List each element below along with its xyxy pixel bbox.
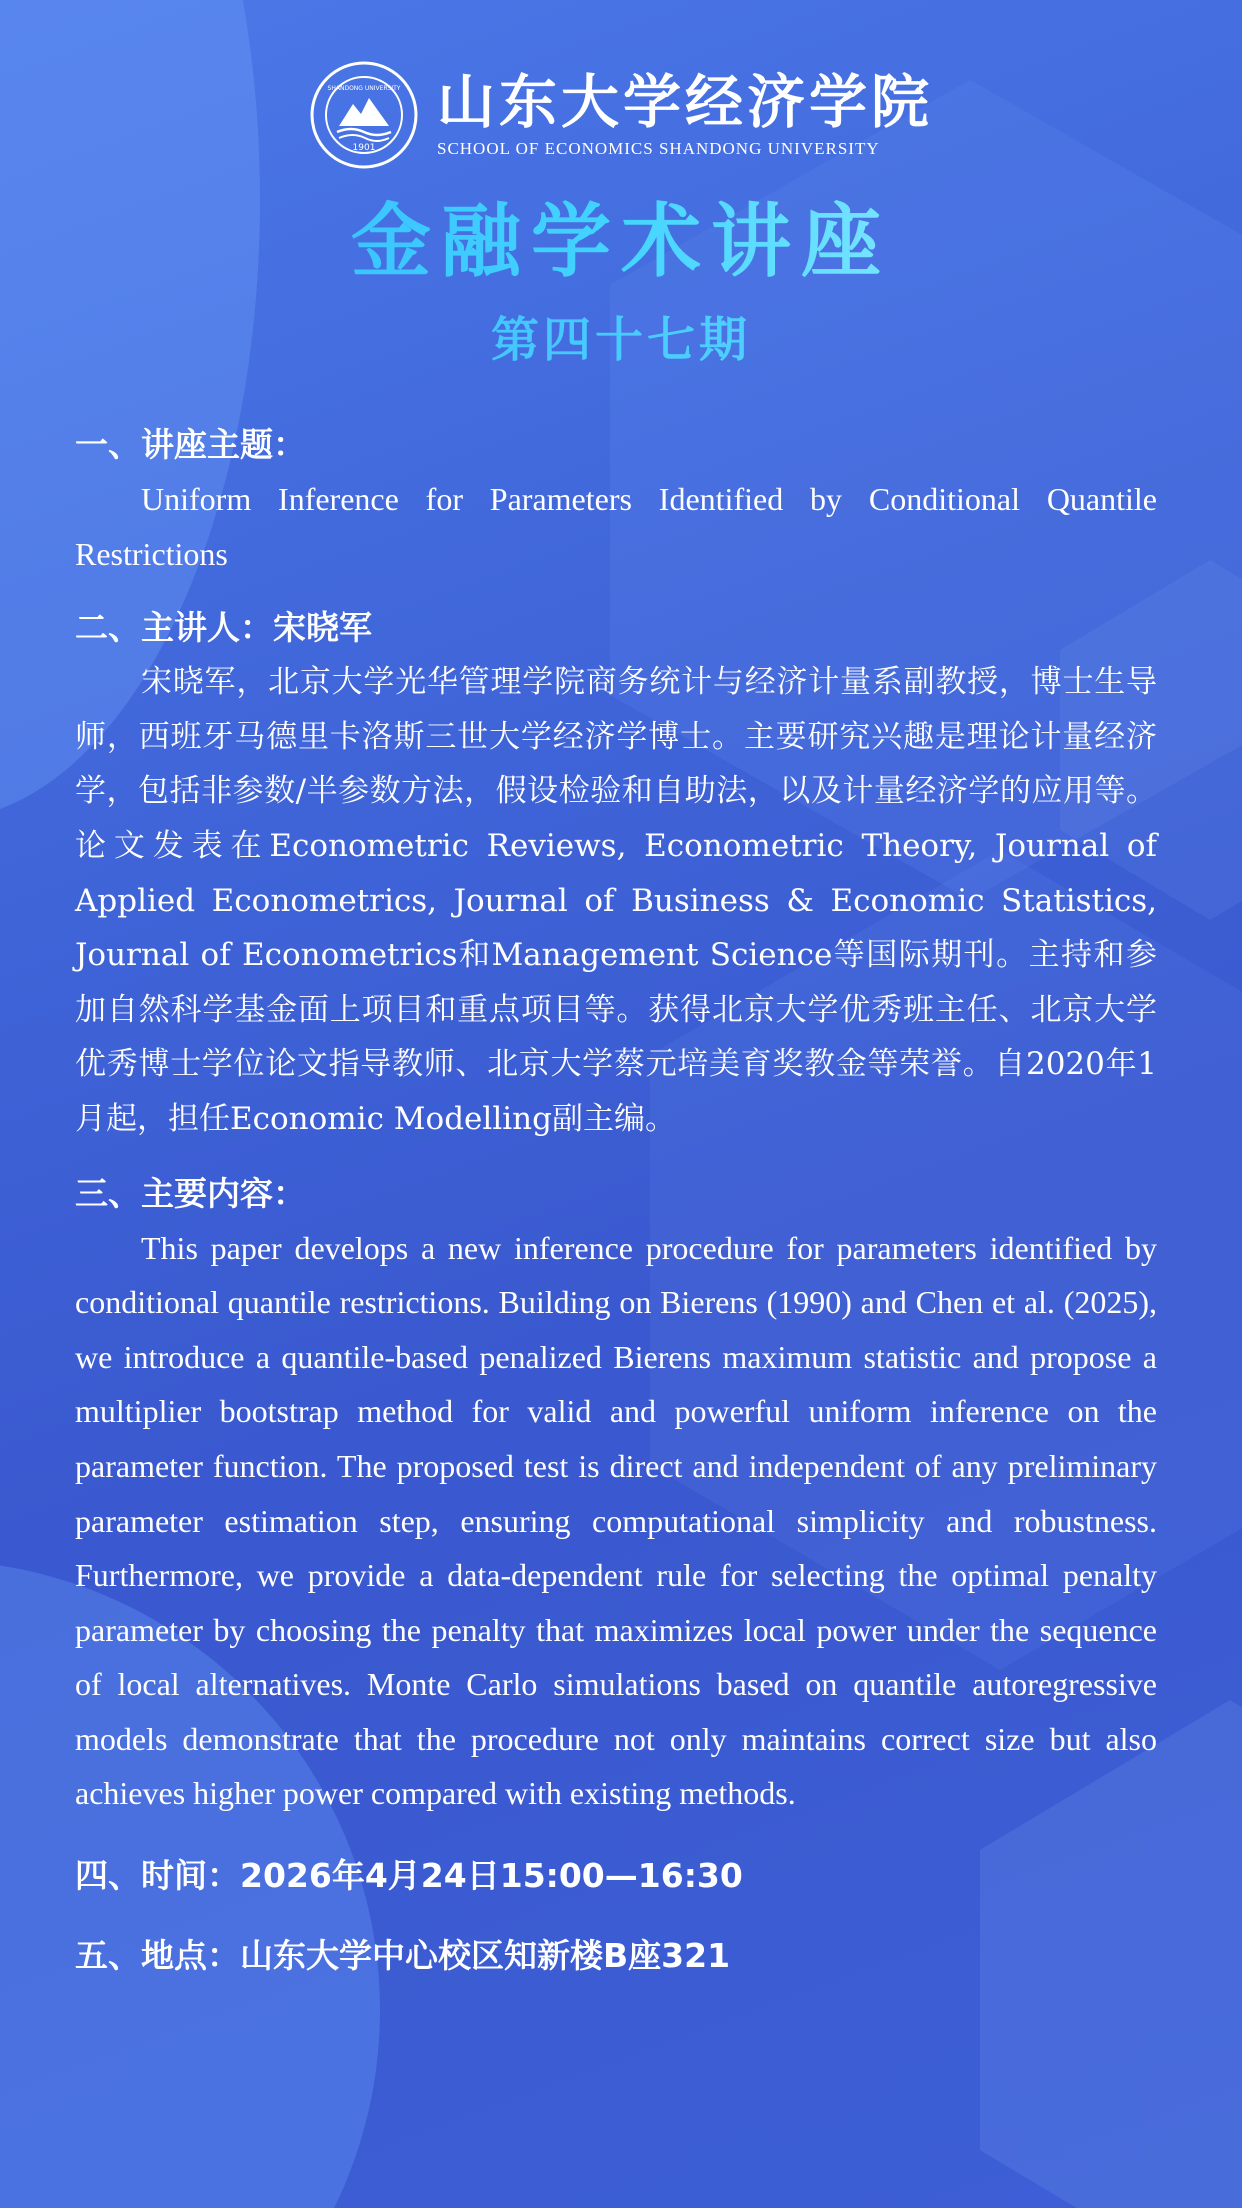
- issue-number: 第四十七期: [0, 312, 1242, 370]
- university-emblem-logo: [309, 60, 419, 170]
- school-name-cn: 山东大学经济学院: [436, 68, 933, 137]
- speaker-heading: 二、主讲人：宋晓军: [75, 608, 372, 648]
- school-header: [0, 60, 1242, 170]
- school-names: [436, 68, 933, 159]
- school-name-en: SCHOOL OF ECONOMICS SHANDONG UNIVERSITY: [436, 138, 880, 158]
- content-abstract: This paper develops a new inference procedure for parameters identified by conditional quantile restrictions. Building on Bierens (1990) and Chen et al. (2025), we introduce a quantile-based penalized Bierens maximum statistic and propose a multiplier bootstrap method for valid and powerful uniform inference on the parameter function. The proposed test is direct and independent of any preliminary parameter estimation step, ensuring computational simplicity and robustness. Furthermore, we provide a data-dependent rule for selecting the optimal penalty parameter by choosing the penalty that maximizes local power under the sequence of local alternatives. Monte Carlo simulations based on quantile autoregressive models demonstrate that the procedure not only maintains correct size but also achieves higher power compared with existing methods.: [75, 1229, 1157, 1812]
- lecture-details: [75, 418, 1157, 1983]
- emblem-year: 1901: [352, 143, 376, 153]
- lecture-location: 五、地点：山东大学中心校区知新楼B座321: [75, 1936, 731, 1976]
- topic-heading: 一、讲座主题：: [75, 425, 306, 464]
- lecture-time: 四、时间：2026年4月24日15:00—16:30: [75, 1856, 743, 1896]
- lecture-series-title: 金融学术讲座: [0, 198, 1242, 286]
- emblem-text: SHANDONG UNIVERSITY: [327, 85, 401, 92]
- speaker-bio: 宋晓军，北京大学光华管理学院商务统计与经济计量系副教授，博士生导师，西班牙马德里卡洛斯三世大学经济学博士。主要研究兴趣是理论计量经济学，包括非参数/半参数方法，假设检验和自助法，以及计量经济学的应用等。论文发表在Econometric Reviews, Econometric Theory, Journal of Applied Econometrics, Journal of Business & Economic Statistics, Journal of Econometrics和Management Science等国际期刊。主持和参加自然科学基金面上项目和重点项目等。获得北京大学优秀班主任、北京大学优秀博士学位论文指导教师、北京大学蔡元培美育奖教金等荣誉。自2020年1月起，担任Economic Modelling副主编。: [75, 664, 1157, 1137]
- topic-text: Uniform Inference for Parameters Identified by Conditional Quantile Restrictions: [75, 481, 1157, 572]
- content-heading: 三、主要内容：: [75, 1173, 306, 1213]
